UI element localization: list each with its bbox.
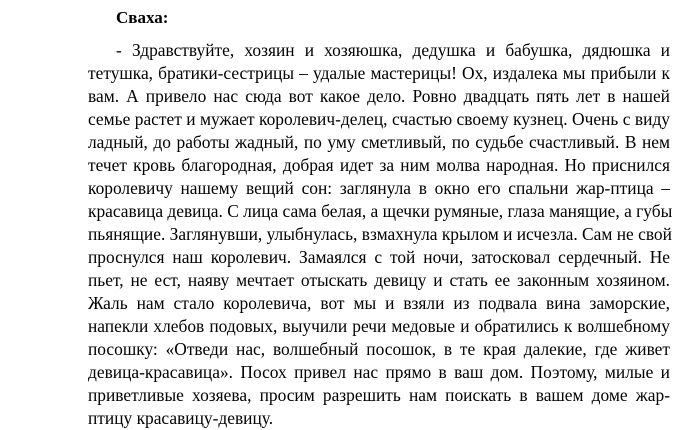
text-line: пьянящие. Заглянувши, улыбнулась, взмахнула крылом и исчезла. Сам не свой	[88, 224, 672, 244]
text-line: пьет, не ест, наяву мечтает отыскать девицу и стать ее законным хозяином.	[88, 270, 670, 290]
text-line: проснулся наш королевич. Замаялся с той ночи, затосковал сердечный. Не	[88, 247, 670, 267]
text-line: посошку: «Отведи нас, волшебный посошок, в те края далекие, где живет	[88, 339, 670, 359]
speaker-label: Сваха:	[116, 8, 169, 27]
text-line: ладный, до работы жадный, по уму сметливый, по судьбе счастливый. В нем	[88, 132, 670, 152]
text-line: - Здравствуйте, хозяин и хозяюшка, дедушка и бабушка, дядюшка и	[116, 40, 670, 60]
text-line: семье растет и мужает королевич-делец, счастью своему кузнец. Очень с виду	[88, 109, 670, 129]
text-line: тетушка, братики-сестрицы – удалые мастерицы! Ох, издалека мы прибыли к	[88, 63, 670, 83]
text-line: течет кровь благородная, добрая идет за ним молва народная. Но приснился	[88, 155, 670, 175]
text-line: девица-красавица». Посох привел нас прямо в ваш дом. Поэтому, милые и	[88, 362, 670, 382]
text-line: Жаль нам стало королевича, вот мы и взяли из подвала вина заморские,	[88, 293, 670, 313]
text-line: вам. А привело нас сюда вот какое дело. Ровно двадцать пять лет в нашей	[88, 86, 670, 106]
text-line: напекли хлебов подовых, выучили речи медовые и обратились к волшебному	[88, 316, 670, 336]
text-line: приветливые хозяева, просим разрешить нам поискать в вашем доме жар-	[88, 385, 670, 405]
text-line: красавица девица. С лица сама белая, а щечки румяные, глаза манящие, а губы	[88, 201, 673, 221]
text-line: птицу красавицу-девицу.	[88, 408, 274, 428]
text-line: королевичу нашему вещий сон: заглянула в окно его спальни жар-птица –	[88, 178, 670, 198]
